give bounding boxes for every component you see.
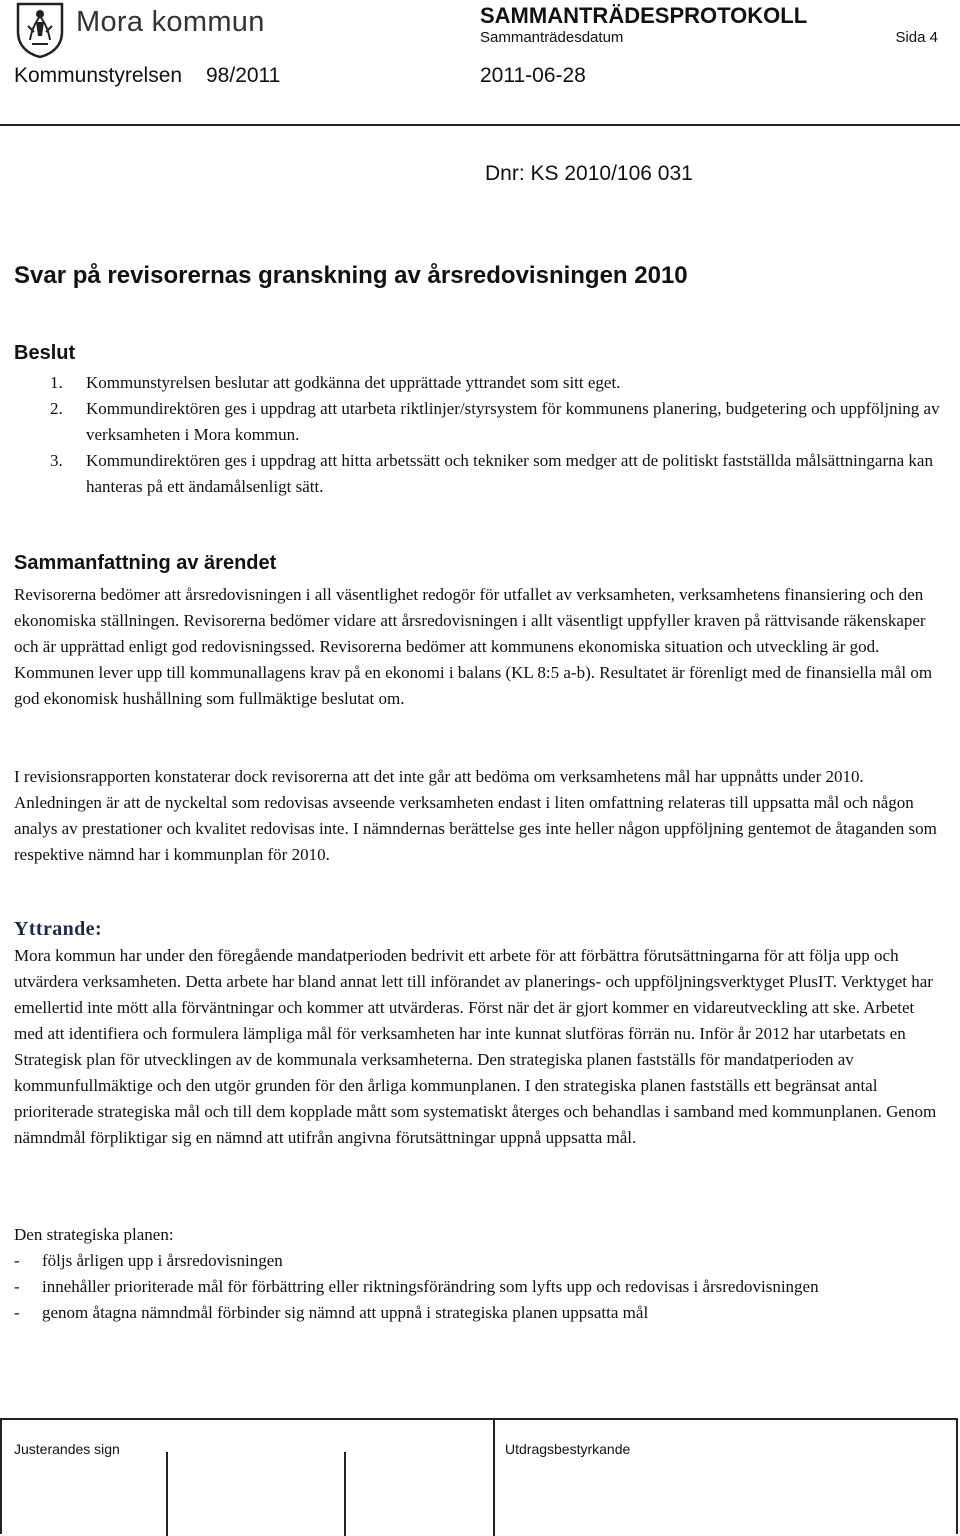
- municipality-crest-logo: [14, 2, 66, 58]
- item-text: innehåller prioriterade mål för förbättring eller riktningsförändring som lyfts upp och redovisas i årsredovisningen: [42, 1277, 819, 1296]
- meeting-date-label: Sammanträdesdatum: [480, 29, 624, 46]
- signature-footer-box: [0, 1418, 958, 1534]
- signature-box-divider: [493, 1418, 495, 1536]
- item-text: Kommundirektören ges i uppdrag att hitta arbetssätt och tekniker som medger att de politiskt fastställda målsättningarna kan hanteras på ett ändamålsenligt sätt.: [86, 451, 933, 496]
- decision-list: [14, 370, 944, 500]
- item-number: 2.: [50, 399, 63, 418]
- extract-certification-label: Utdragsbestyrkande: [505, 1441, 631, 1457]
- case-number: Dnr: KS 2010/106 031: [485, 162, 693, 185]
- list-item: [14, 370, 944, 396]
- summary-heading: Sammanfattning av ärendet: [14, 552, 277, 574]
- signature-box-divider: [166, 1452, 168, 1536]
- meeting-date: 2011-06-28: [480, 64, 586, 87]
- meeting-number: 98/2011: [206, 64, 281, 87]
- page-title: Svar på revisorernas granskning av årsredovisningen 2010: [14, 262, 688, 289]
- item-number: 3.: [50, 451, 63, 470]
- header-divider: [0, 124, 960, 126]
- item-text: följs årligen upp i årsredovisningen: [42, 1251, 283, 1270]
- summary-paragraph: Revisorerna bedömer att årsredovisningen i all väsentlighet redogör för utfallet av verksamheten, verksamhetens finansiering och den ekonomiska ställningen. Revisorerna bedömer vidare att årsredovisningen i allt väsentligt uppfyller kraven på rättvisande räkenskaper och är upprättad enligt god redovisningssed. Revisorerna bedömer att kommunens ekonomiska situation och utveckling är god. Kommunen lever upp till kommunallagens krav på en ekonomi i balans (KL 8:5 a-b). Resultatet är förenligt med de finansiella mål om god ekonomisk hushållning som fullmäktige beslutat om.: [14, 585, 933, 708]
- item-text: Kommunstyrelsen beslutar att godkänna det upprättade yttrandet som sitt eget.: [86, 373, 621, 392]
- item-text: Kommundirektören ges i uppdrag att utarbeta riktlinjer/styrsystem för kommunens planering, budgetering och uppföljning av verksamheten i Mora kommun.: [86, 399, 940, 444]
- dash-bullet: -: [14, 1277, 20, 1296]
- statement-heading: Yttrande:: [14, 918, 103, 940]
- board-name: Kommunstyrelsen: [14, 64, 183, 87]
- statement-paragraph: Mora kommun har under den föregående mandatperioden bedrivit ett arbete för att förbättra förutsättningarna för att följa upp och utvärdera verksamheten. Detta arbete har bland annat lett till införandet av planerings- och uppföljningsverktyget PlusIT. Verktyget har emellertid inte mött alla förväntningar och kommer att utvärderas. Först när det är gjort kommer en vidareutveckling att ske. Arbetet med att identifiera och formulera lämpliga mål för verksamheten har inte kunnat slutföras förrän nu. Inför år 2012 har utarbetats en Strategisk plan för utvecklingen av de kommunala verksamheterna. Den strategiska planen fastställs för mandatperioden av kommunfullmäktige och den utgör grunden för den årliga kommunplanen. I den strategiska planen fastställs ett begränsat antal prioriterade strategiska mål och till dem kopplade mått som systematiskt återges och behandlas i samband med kommunplanen. Genom nämndmål förpliktigar sig en nämnd att utifrån angivna förutsättningar uppnå uppsatta mål.: [14, 946, 937, 1147]
- organization-name: Mora kommun: [76, 6, 265, 38]
- list-item: [14, 396, 944, 448]
- list-item: [14, 448, 944, 500]
- plan-list: [14, 1248, 944, 1326]
- dash-bullet: -: [14, 1251, 20, 1270]
- list-item: [14, 1248, 944, 1274]
- plan-lead: Den strategiska planen:: [14, 1225, 174, 1244]
- list-item: [14, 1300, 944, 1326]
- item-number: 1.: [50, 373, 63, 392]
- dash-bullet: -: [14, 1303, 20, 1322]
- protocol-title: SAMMANTRÄDESPROTOKOLL: [480, 3, 808, 28]
- signature-box-divider: [344, 1452, 346, 1536]
- page-number: Sida 4: [895, 29, 938, 46]
- item-text: genom åtagna nämndmål förbinder sig nämnd att uppnå i strategiska planen uppsatta mål: [42, 1303, 649, 1322]
- summary-paragraph: I revisionsrapporten konstaterar dock revisorerna att det inte går att bedöma om verksamhetens mål har uppnåtts under 2010. Anledningen är att de nyckeltal som redovisas avseende verksamheten endast i liten omfattning relateras till uppsatta mål och någon analys av prestationer och kvalitet redovisas inte. I nämndernas berättelse ges inte heller någon uppföljning gentemot de åtaganden som respektive nämnd har i kommunplan för 2010.: [14, 767, 937, 864]
- signature-label: Justerandes sign: [14, 1441, 120, 1457]
- decision-heading: Beslut: [14, 342, 76, 364]
- list-item: [14, 1274, 944, 1300]
